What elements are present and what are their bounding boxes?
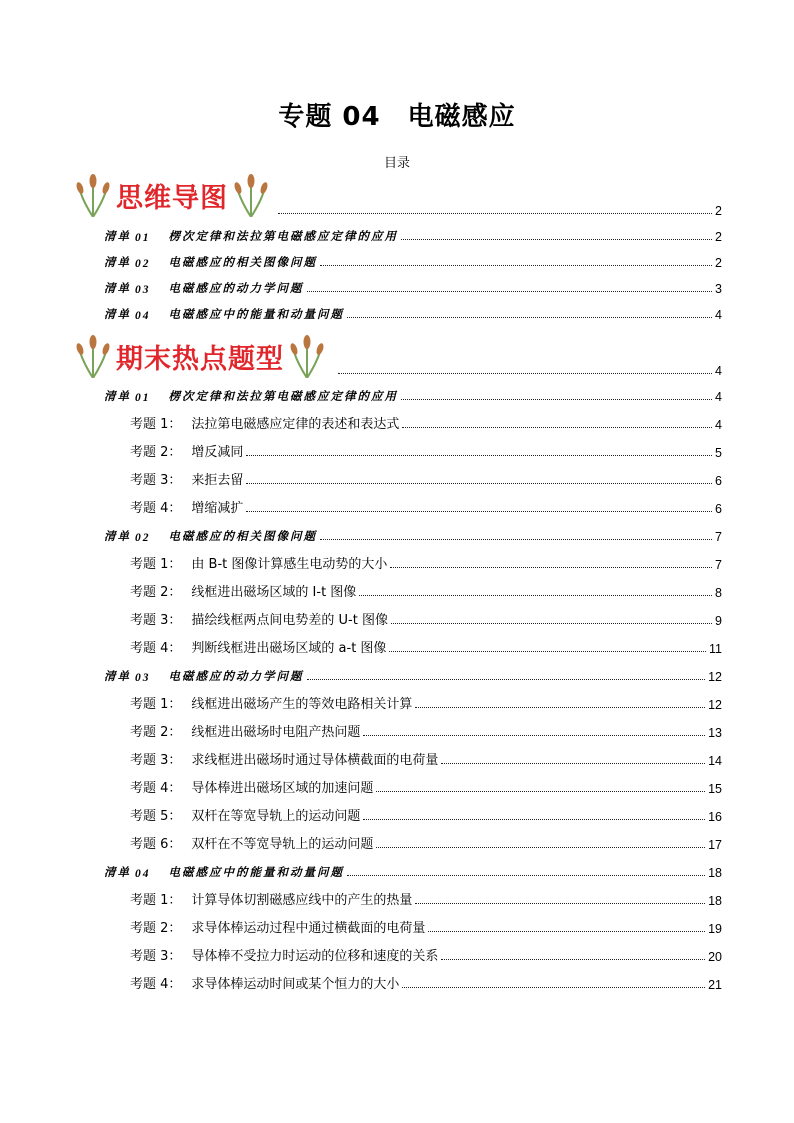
page-number: 2 [715, 256, 722, 270]
leader-dots [307, 679, 706, 680]
entry-prefix: 考题 4： [130, 977, 182, 992]
entry-title: 法拉第电磁感应定律的表述和表达式 [191, 417, 400, 432]
toc-entry-question[interactable] [130, 748, 722, 768]
entry-number: 04 [135, 868, 151, 880]
page-number: 3 [715, 282, 722, 296]
entry-number: 04 [135, 310, 151, 322]
leader-dots [391, 623, 712, 624]
section-banner-mindmap [74, 172, 270, 218]
entry-number: 01 [135, 232, 151, 244]
entry-title: 双杆在等宽导轨上的运动问题 [191, 809, 361, 824]
page-number: 2 [715, 230, 722, 244]
entry-title: 双杆在不等宽导轨上的运动问题 [191, 837, 374, 852]
entry-prefix: 考题 4： [130, 781, 182, 796]
leader-dots [402, 987, 705, 988]
leader-dots [320, 539, 712, 540]
toc-entry-question[interactable] [130, 916, 722, 936]
entry-prefix: 考题 2： [130, 585, 182, 600]
section-heading: 期末热点题型 [116, 343, 284, 375]
leader-dots [338, 373, 712, 374]
toc-entry-question[interactable] [130, 552, 722, 572]
entry-title: 电磁感应的动力学问题 [168, 281, 304, 295]
wheat-plant-icon [74, 173, 112, 217]
toc-entry-list[interactable] [104, 302, 722, 322]
leader-dots [347, 317, 712, 318]
entry-prefix: 考题 2： [130, 445, 182, 460]
entry-prefix: 考题 1： [130, 893, 182, 908]
toc-entry-list[interactable] [104, 224, 722, 244]
section-banner-hot-topics [74, 333, 326, 379]
leader-dots [246, 483, 712, 484]
entry-title: 求导体棒运动时间或某个恒力的大小 [191, 977, 400, 992]
toc-entry-question[interactable] [130, 944, 722, 964]
page-number: 6 [715, 474, 722, 488]
entry-title: 电磁感应中的能量和动量问题 [168, 307, 344, 321]
page-number: 9 [715, 614, 722, 628]
page-number: 7 [715, 558, 722, 572]
leader-dots [246, 511, 712, 512]
entry-title: 线框进出磁场区域的 I-t 图像 [191, 585, 357, 600]
page-number: 5 [715, 446, 722, 460]
entry-prefix: 清单 [104, 529, 131, 543]
entry-prefix: 清单 [104, 865, 131, 879]
entry-prefix: 考题 5： [130, 809, 182, 824]
page-number: 12 [708, 698, 722, 712]
leader-dots [401, 399, 712, 400]
leader-dots [390, 567, 712, 568]
toc-entry-list[interactable] [104, 664, 722, 684]
entry-prefix: 考题 3： [130, 753, 182, 768]
leader-dots [376, 847, 705, 848]
page-number: 21 [708, 978, 722, 992]
entry-title: 由 B-t 图像计算感生电动势的大小 [191, 557, 388, 572]
wheat-plant-icon [288, 334, 326, 378]
toc-entry-section-hot-topics[interactable] [338, 358, 722, 378]
entry-prefix: 清单 [104, 255, 131, 269]
entry-title: 增反减同 [191, 445, 244, 460]
entry-prefix: 考题 4： [130, 641, 182, 656]
entry-prefix: 考题 1： [130, 417, 182, 432]
leader-dots [415, 707, 705, 708]
page-number: 7 [715, 530, 722, 544]
toc-entry-question[interactable] [130, 692, 722, 712]
page-number: 18 [708, 866, 722, 880]
toc-entry-question[interactable] [130, 468, 722, 488]
entry-title: 电磁感应的相关图像问题 [168, 255, 317, 269]
toc-entry-list[interactable] [104, 276, 722, 296]
entry-prefix: 考题 1： [130, 697, 182, 712]
page-number: 8 [715, 586, 722, 600]
toc-entry-question[interactable] [130, 636, 722, 656]
page-number: 4 [715, 308, 722, 322]
toc-entry-question[interactable] [130, 804, 722, 824]
entry-title: 增缩减扩 [191, 501, 244, 516]
page-number: 17 [708, 838, 722, 852]
entry-prefix: 清单 [104, 281, 131, 295]
leader-dots [389, 651, 706, 652]
toc-entry-question[interactable] [130, 608, 722, 628]
entry-number: 01 [135, 392, 151, 404]
toc-entry-question[interactable] [130, 496, 722, 516]
leader-dots [359, 595, 712, 596]
entry-prefix: 考题 2： [130, 921, 182, 936]
leader-dots [347, 875, 705, 876]
entry-title: 描绘线框两点间电势差的 U-t 图像 [191, 613, 388, 628]
toc-label: 目录 [383, 156, 410, 171]
entry-title: 楞次定律和法拉第电磁感应定律的应用 [168, 229, 398, 243]
toc-entry-list[interactable] [104, 384, 722, 404]
toc-entry-list[interactable] [104, 524, 722, 544]
wheat-plant-icon [232, 173, 270, 217]
page-number: 11 [709, 642, 722, 656]
toc-entry-question[interactable] [130, 776, 722, 796]
toc-entry-list[interactable] [104, 860, 722, 880]
toc-entry-list[interactable] [104, 250, 722, 270]
entry-title: 电磁感应中的能量和动量问题 [168, 865, 344, 879]
entry-title: 判断线框进出磁场区域的 a-t 图像 [191, 641, 387, 656]
page-number: 13 [708, 726, 722, 740]
entry-title: 导体棒进出磁场区域的加速问题 [191, 781, 374, 796]
entry-prefix: 考题 6： [130, 837, 182, 852]
page-number: 18 [708, 894, 722, 908]
leader-dots [376, 791, 705, 792]
entry-prefix: 考题 2： [130, 725, 182, 740]
leader-dots [246, 455, 712, 456]
entry-title: 计算导体切割磁感应线中的产生的热量 [191, 893, 413, 908]
entry-title: 导体棒不受拉力时运动的位移和速度的关系 [191, 949, 439, 964]
entry-prefix: 考题 3： [130, 613, 182, 628]
page-number: 4 [715, 364, 722, 378]
toc-entry-question[interactable] [130, 720, 722, 740]
page-number: 4 [715, 418, 722, 432]
leader-dots [278, 213, 712, 214]
leader-dots [363, 819, 705, 820]
toc-entry-question[interactable] [130, 412, 722, 432]
toc-entry-question[interactable] [130, 972, 722, 992]
entry-prefix: 考题 3： [130, 949, 182, 964]
toc-entry-question[interactable] [130, 580, 722, 600]
leader-dots [441, 959, 705, 960]
entry-number: 02 [135, 532, 151, 544]
page-number: 2 [715, 204, 722, 218]
entry-prefix: 考题 3： [130, 473, 182, 488]
leader-dots [415, 903, 705, 904]
toc-entry-question[interactable] [130, 440, 722, 460]
entry-prefix: 清单 [104, 307, 131, 321]
entry-prefix: 清单 [104, 389, 131, 403]
page-number: 20 [708, 950, 722, 964]
page-number: 19 [708, 922, 722, 936]
entry-prefix: 考题 1： [130, 557, 182, 572]
entry-title: 求导体棒运动过程中通过横截面的电荷量 [191, 921, 426, 936]
page-number: 16 [708, 810, 722, 824]
leader-dots [307, 291, 713, 292]
page-number: 14 [708, 754, 722, 768]
page-number: 6 [715, 502, 722, 516]
entry-title: 线框进出磁场产生的等效电路相关计算 [191, 697, 413, 712]
page-number: 4 [715, 390, 722, 404]
leader-dots [441, 763, 705, 764]
leader-dots [363, 735, 705, 736]
entry-prefix: 清单 [104, 229, 131, 243]
entry-title: 求线框进出磁场时通过导体横截面的电荷量 [191, 753, 439, 768]
entry-number: 03 [135, 284, 151, 296]
leader-dots [401, 239, 712, 240]
toc-entry-section-mindmap[interactable] [278, 198, 722, 218]
page-title: 专题 04 电磁感应 [278, 102, 516, 132]
entry-title: 楞次定律和法拉第电磁感应定律的应用 [168, 389, 398, 403]
entry-number: 02 [135, 258, 151, 270]
page-number: 12 [708, 670, 722, 684]
section-heading: 思维导图 [116, 182, 228, 214]
toc-entry-question[interactable] [130, 888, 722, 908]
entry-prefix: 清单 [104, 669, 131, 683]
entry-title: 电磁感应的动力学问题 [168, 669, 304, 683]
entry-number: 03 [135, 672, 151, 684]
entry-title: 线框进出磁场时电阻产热问题 [191, 725, 361, 740]
toc-entry-question[interactable] [130, 832, 722, 852]
wheat-plant-icon [74, 334, 112, 378]
entry-title: 来拒去留 [191, 473, 244, 488]
leader-dots [428, 931, 705, 932]
leader-dots [402, 427, 712, 428]
leader-dots [320, 265, 712, 266]
page-number: 15 [708, 782, 722, 796]
entry-prefix: 考题 4： [130, 501, 182, 516]
entry-title: 电磁感应的相关图像问题 [168, 529, 317, 543]
